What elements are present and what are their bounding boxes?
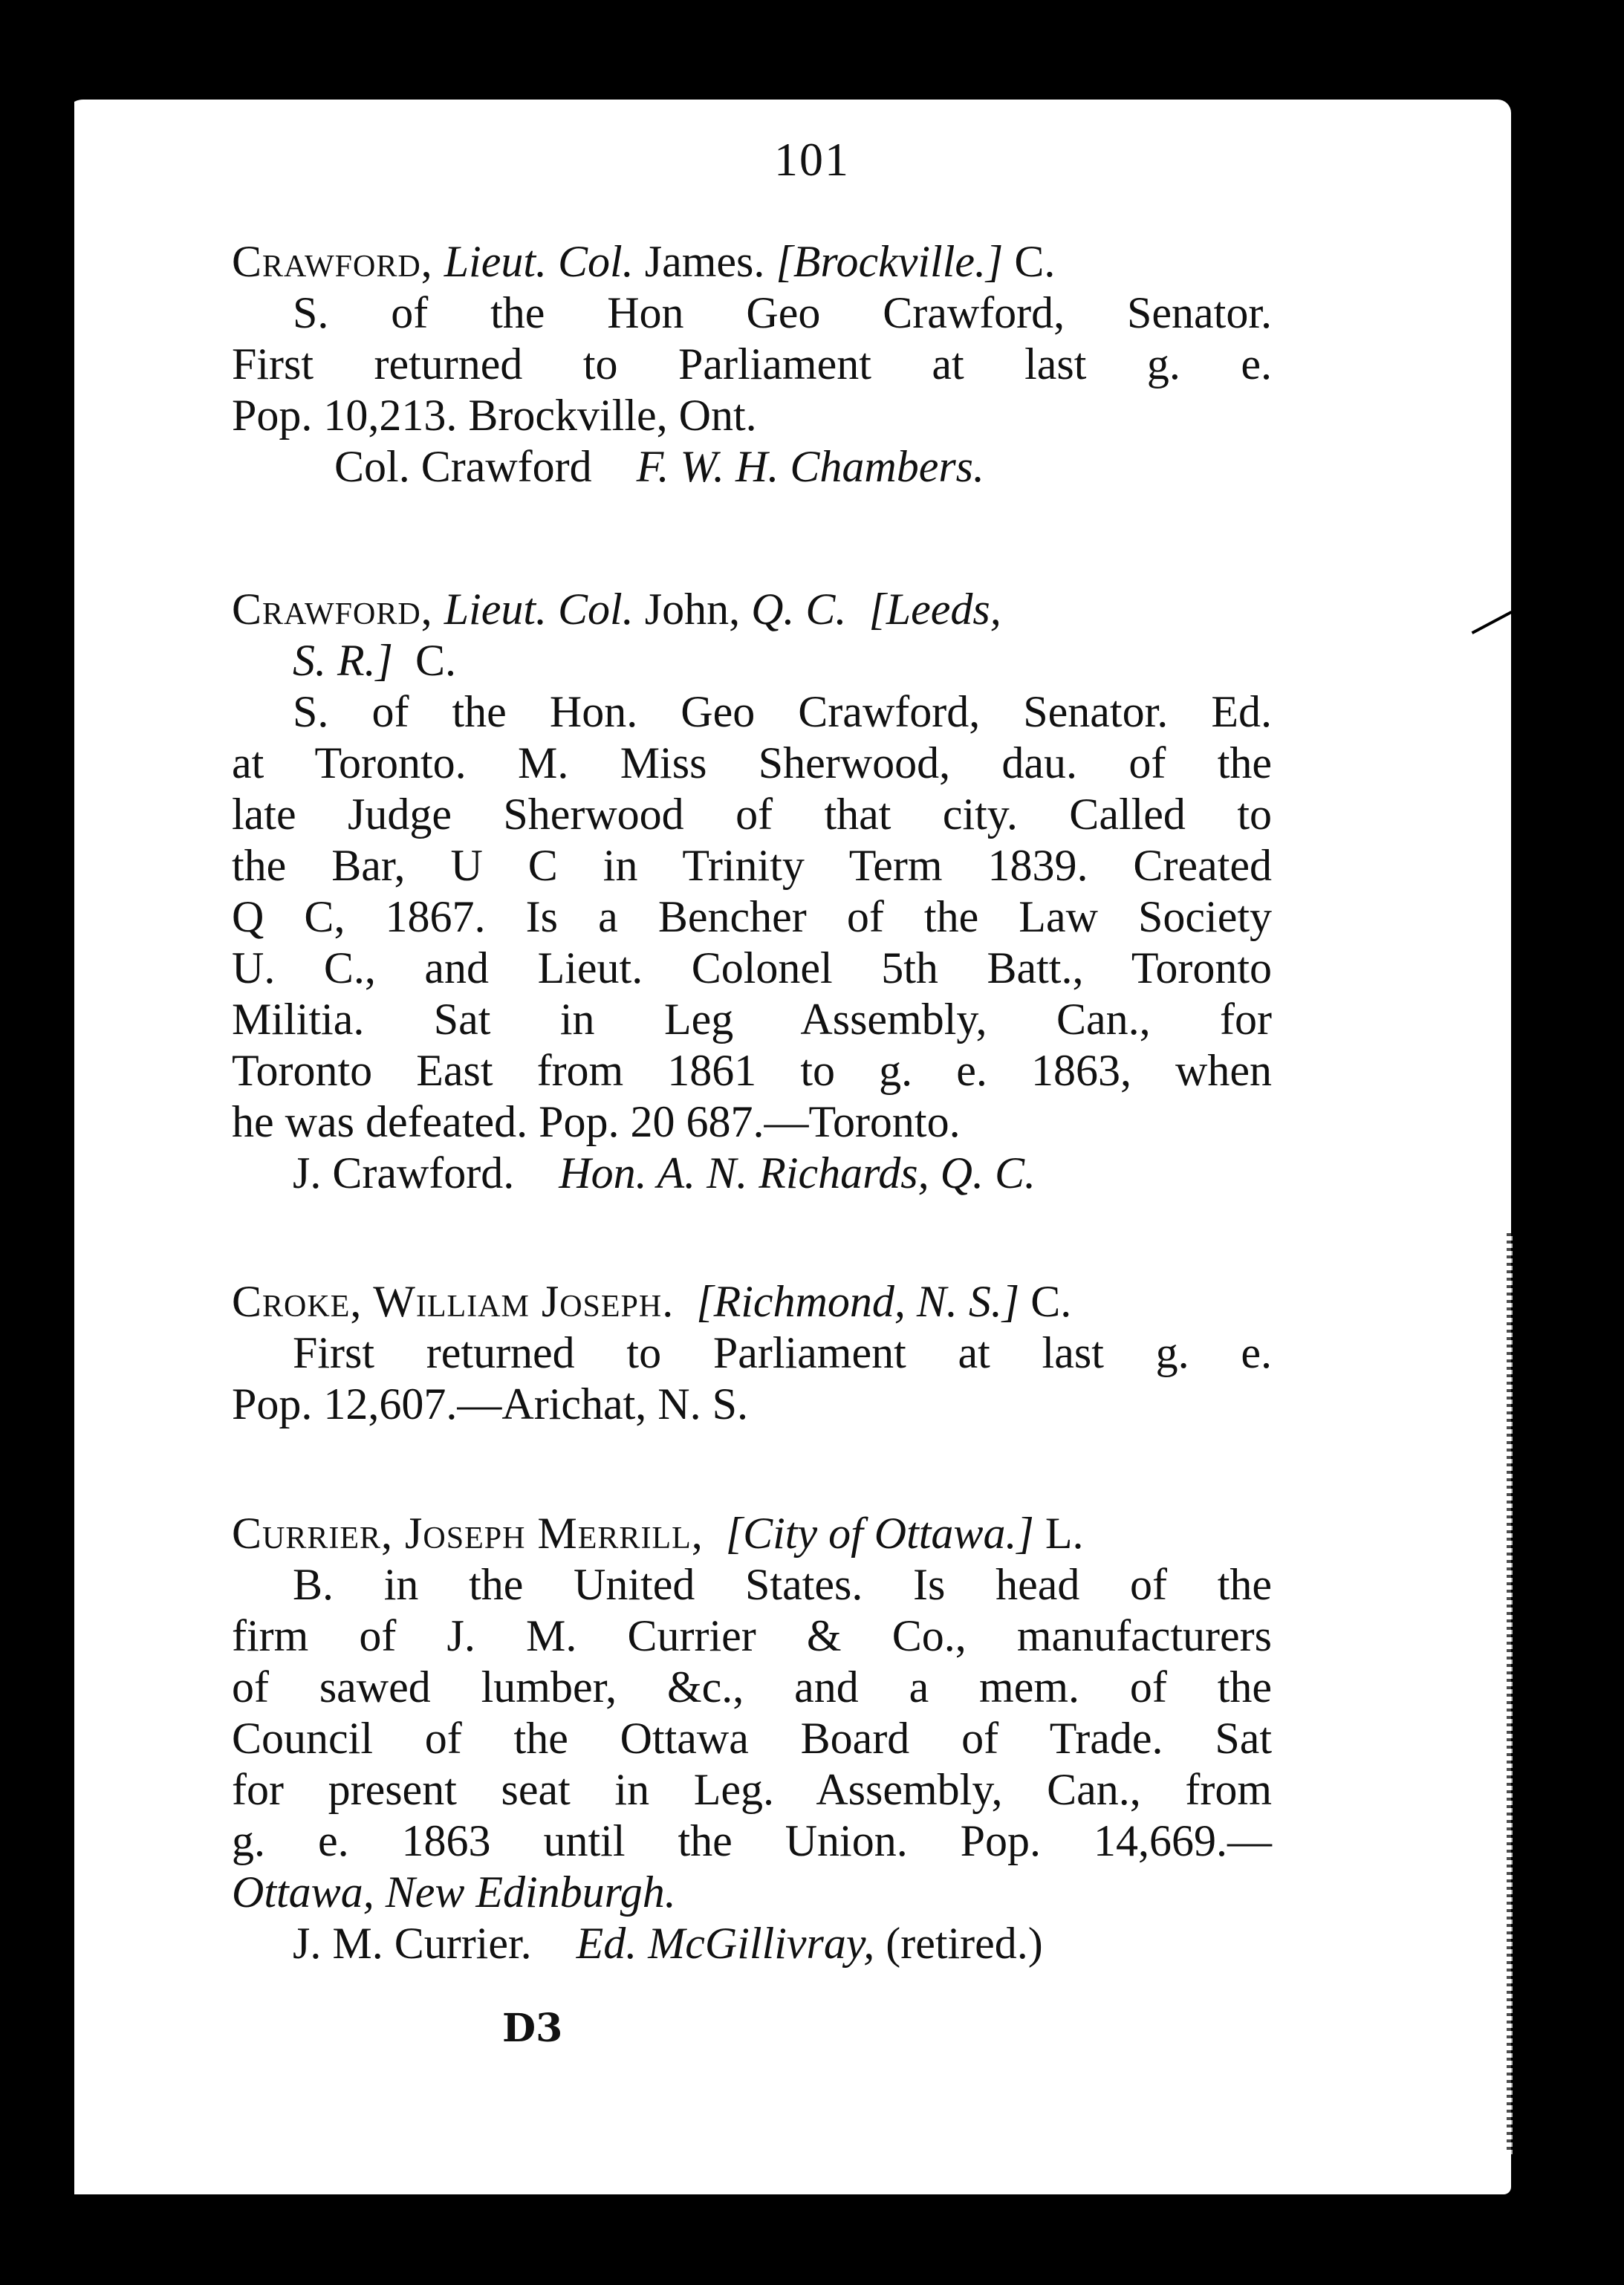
entry-currier-joseph: [232, 1508, 1272, 1969]
page-number: 101: [774, 133, 850, 186]
entry-line: g. e. 1863 until the Union. Pop. 14,669.—: [232, 1816, 1272, 1865]
entry-line: Militia. Sat in Leg Assembly, Can., for: [232, 995, 1272, 1044]
entry-crawford-james: [232, 236, 1272, 493]
entry-croke-william: [232, 1276, 1272, 1430]
entry-line: S. of the Hon. Geo Crawford, Senator. Ed.: [293, 687, 1272, 736]
signature-mark: D3: [502, 2006, 563, 2051]
entry-line: Pop. 10,213. Brockville, Ont.: [232, 391, 757, 440]
entry-heading: Currier, Joseph Merrill, [City of Ottawa.] L.: [232, 1509, 1084, 1558]
entry-signature: Col. Crawford F. W. H. Chambers.: [334, 442, 985, 491]
binding-mark: [42, 1539, 74, 1547]
entry-line: for present seat in Leg. Assembly, Can., from: [232, 1765, 1272, 1814]
entry-line: Toronto East from 1861 to g. e. 1863, when: [232, 1046, 1272, 1095]
entry-line: B. in the United States. Is head of the: [293, 1560, 1272, 1609]
entry-signature: J. Crawford. Hon. A. N. Richards, Q. C.: [293, 1148, 1036, 1197]
entry-line: Ottawa, New Edinburgh.: [232, 1868, 676, 1917]
entry-line: he was defeated. Pop. 20 687.—Toronto.: [232, 1097, 961, 1146]
binding-mark: [42, 250, 74, 257]
entry-line: firm of J. M. Currier & Co., manufacturers: [232, 1611, 1272, 1660]
entry-line: of sawed lumber, &c., and a mem. of the: [232, 1662, 1272, 1712]
page-binding-edge: [64, 100, 74, 2194]
entry-heading-cont: S. R.] C.: [293, 636, 457, 685]
entry-heading: Croke, William Joseph. [Richmond, N. S.] C.: [232, 1277, 1072, 1326]
entry-line: at Toronto. M. Miss Sherwood, dau. of the: [232, 738, 1272, 787]
entry-signature: J. M. Currier. Ed. McGillivray, (retired.): [293, 1919, 1043, 1968]
binding-mark: [42, 677, 74, 685]
page-edge-noise: [1507, 1233, 1513, 2154]
entry-line: First returned to Parliament at last g. e.: [232, 339, 1272, 389]
entry-line: Pop. 12,607.—Arichat, N. S.: [232, 1379, 748, 1428]
entry-crawford-john: [232, 584, 1272, 1199]
binding-mark: [42, 1974, 74, 1982]
entry-line: late Judge Sherwood of that city. Called to: [232, 790, 1272, 839]
entry-line: Council of the Ottawa Board of Trade. Sat: [232, 1714, 1272, 1763]
entry-heading: Crawford, Lieut. Col. James. [Brockville.] C.: [232, 237, 1056, 286]
entry-line: S. of the Hon Geo Crawford, Senator.: [293, 288, 1272, 337]
entry-line: the Bar, U C in Trinity Term 1839. Created: [232, 841, 1272, 890]
entry-line: First returned to Parliament at last g. e.: [293, 1328, 1272, 1377]
entry-line: Q C, 1867. Is a Bencher of the Law Society: [232, 892, 1272, 941]
entry-heading: Crawford, Lieut. Col. John, Q. C. [Leeds,: [232, 585, 1001, 634]
entry-line: U. C., and Lieut. Colonel 5th Batt., Toronto: [232, 943, 1272, 992]
